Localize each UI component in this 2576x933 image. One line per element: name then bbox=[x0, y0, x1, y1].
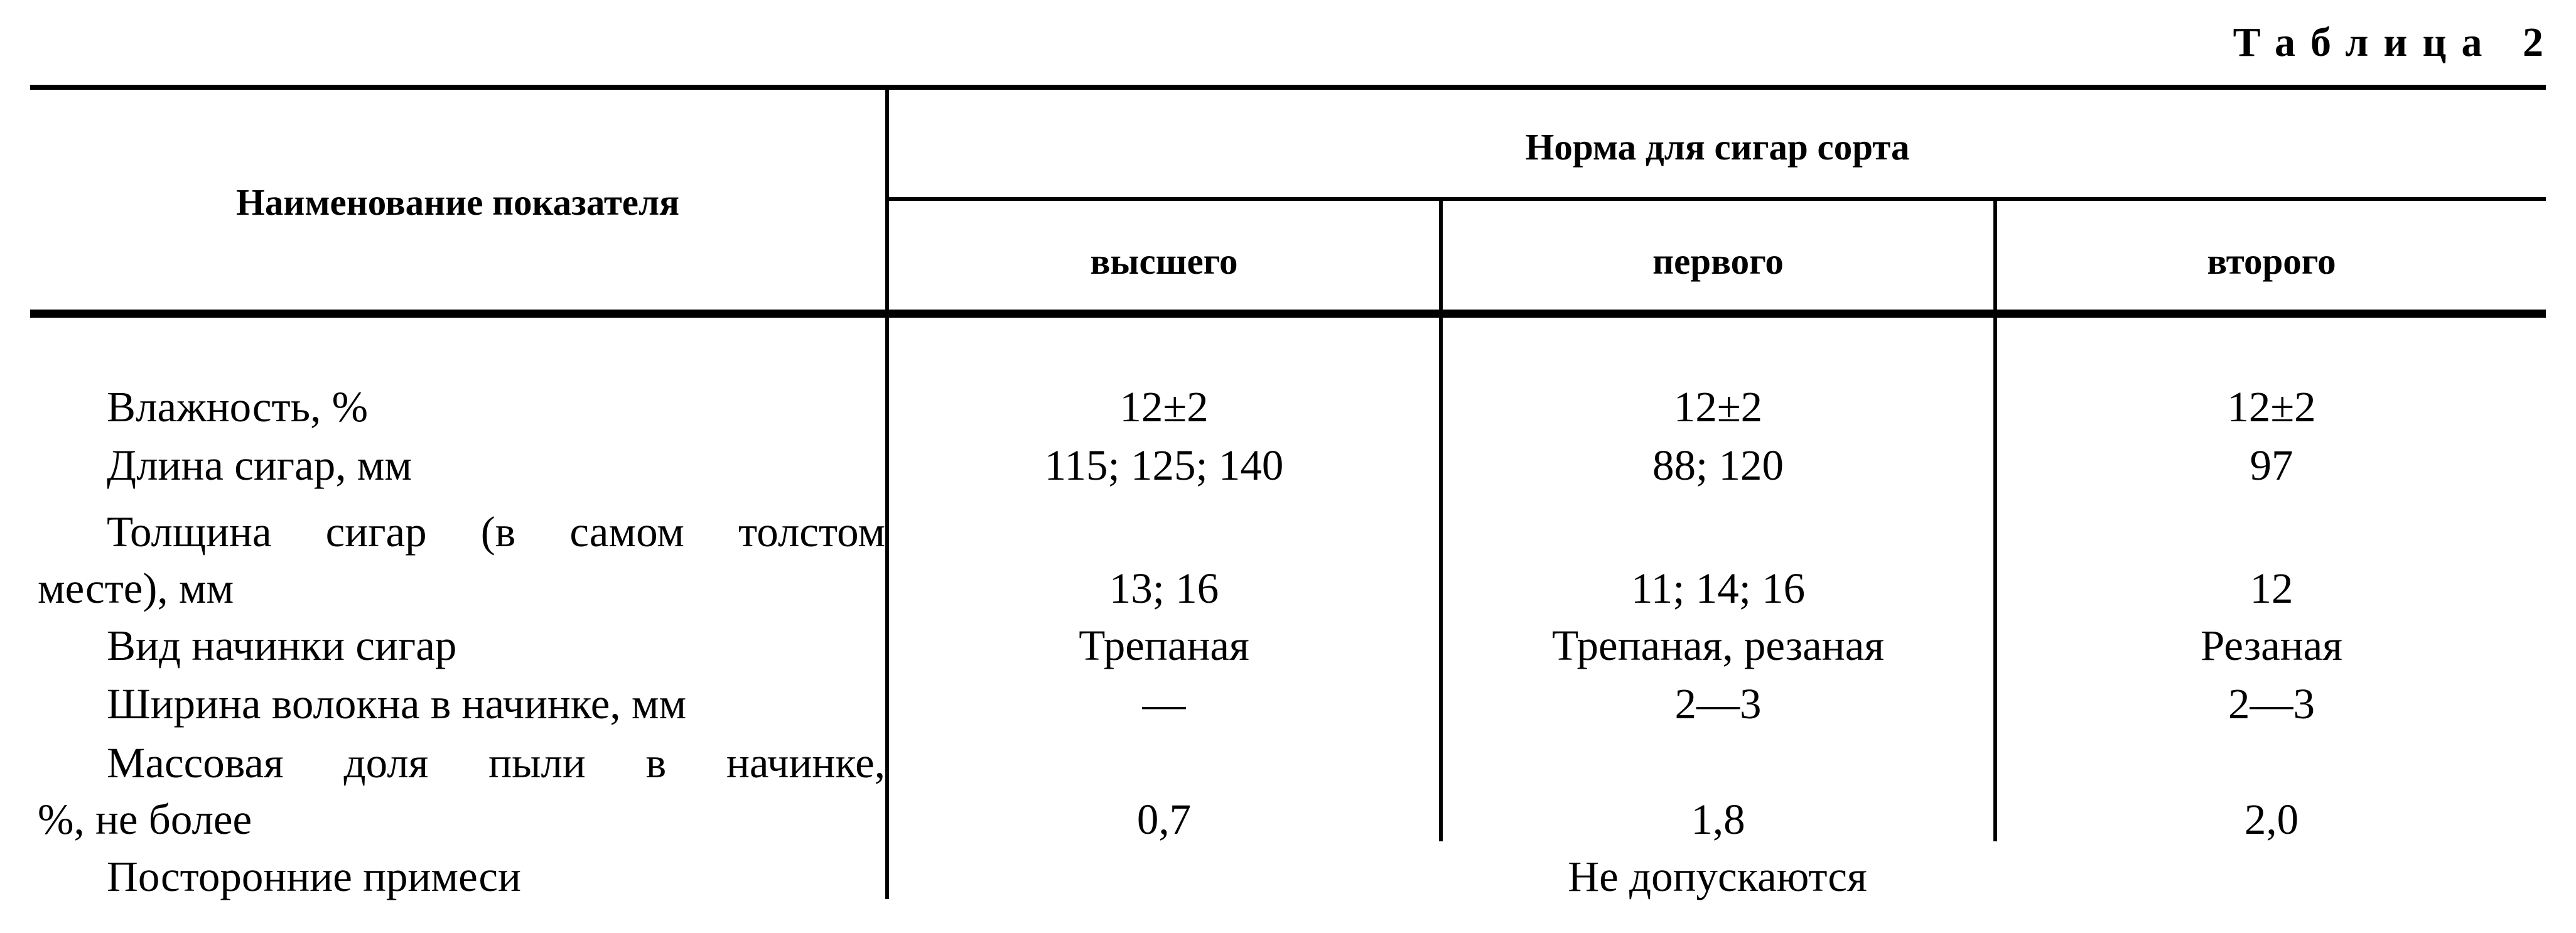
cell-fiber-second: 2—3 bbox=[2228, 680, 2315, 728]
header-divider-rule bbox=[885, 197, 2546, 201]
cell-moisture-first: 12±2 bbox=[1673, 383, 1763, 431]
row-label-line: Толщина сигар (в самом толстом bbox=[107, 508, 885, 556]
cell-filling-highest: Трепаная bbox=[1079, 622, 1249, 669]
cell-thickness-highest: 13; 16 bbox=[1109, 564, 1219, 612]
row-label-dust bbox=[38, 735, 885, 848]
cell-moisture-second: 12±2 bbox=[2227, 383, 2316, 431]
cell-filling-second: Резаная bbox=[2200, 622, 2343, 669]
table-caption: Таблица 2 bbox=[2233, 19, 2558, 65]
cell-impurities-merged: Не допускаются bbox=[1568, 853, 1867, 900]
cell-dust-highest: 0,7 bbox=[1136, 795, 1192, 843]
cell-dust-first: 1,8 bbox=[1691, 795, 1745, 843]
cell-dust-second: 2,0 bbox=[2244, 795, 2299, 843]
cell-length-second: 97 bbox=[2250, 441, 2293, 489]
header-indicator-name: Наименование показателя bbox=[235, 181, 680, 223]
header-grade-first: первого bbox=[1652, 240, 1784, 282]
cell-fiber-first: 2—3 bbox=[1674, 680, 1762, 728]
header-grade-second: второго bbox=[2207, 240, 2336, 282]
row-label-filling-type: Вид начинки сигар bbox=[107, 622, 457, 669]
row-label-line: месте), мм bbox=[38, 564, 234, 612]
row-label-fiber-width: Ширина волокна в начинке, мм bbox=[107, 680, 687, 728]
row-label-line: Массовая доля пыли в начинке, bbox=[107, 739, 885, 787]
cell-thickness-second: 12 bbox=[2250, 564, 2293, 612]
row-label-line: %, не более bbox=[38, 795, 252, 843]
row-label-length: Длина сигар, мм bbox=[107, 441, 412, 489]
row-label-text: Влажность, % bbox=[107, 383, 369, 431]
column-divider-2 bbox=[1439, 197, 1443, 841]
cell-fiber-highest: — bbox=[1142, 680, 1186, 728]
table-top-rule bbox=[30, 85, 2546, 90]
cell-moisture-highest: 12±2 bbox=[1119, 383, 1209, 431]
header-norm-title: Норма для сигар сорта bbox=[1525, 126, 1910, 168]
header-bottom-rule bbox=[30, 310, 2546, 318]
row-label-thickness bbox=[38, 504, 885, 617]
row-label-moisture bbox=[38, 379, 885, 435]
column-divider-3 bbox=[1993, 197, 1997, 841]
header-grade-highest: высшего bbox=[1090, 240, 1238, 282]
cell-filling-first: Трепаная, резаная bbox=[1551, 622, 1885, 669]
cell-thickness-first: 11; 14; 16 bbox=[1630, 564, 1806, 612]
row-label-impurities: Посторонние примеси bbox=[107, 853, 521, 900]
cell-length-highest: 115; 125; 140 bbox=[1044, 441, 1284, 489]
cell-length-first: 88; 120 bbox=[1652, 441, 1784, 489]
